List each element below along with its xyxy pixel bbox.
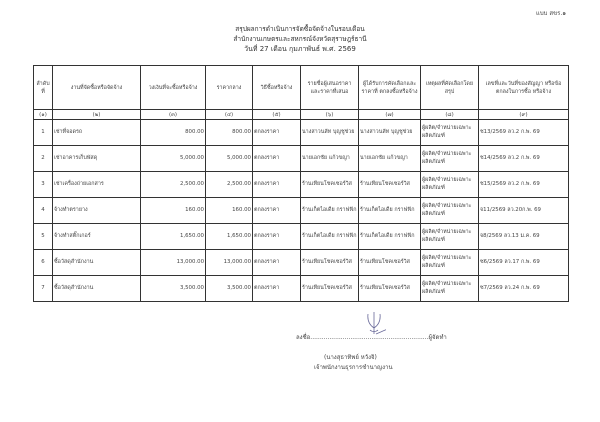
col-header-no: ลำดับที่ [34, 66, 53, 110]
cell-median: 160.00 [206, 198, 253, 224]
col-num: (๕) [253, 110, 301, 120]
cell-budget: 2,500.00 [141, 172, 206, 198]
cell-budget: 3,500.00 [141, 276, 206, 302]
cell-no: 6 [34, 250, 53, 276]
cell-item: ซื้อวัสดุสำนักงาน [53, 250, 141, 276]
cell-method: ตกลงราคา [253, 172, 301, 198]
cell-winner: ร้านเก็ตไอเดีย กราฟฟิก [359, 224, 421, 250]
cell-item: เช่าที่จอดรถ [53, 120, 141, 146]
col-num: (๖) [301, 110, 359, 120]
cell-contract: จ11/2569 ลว.20ก.พ. 69 [479, 198, 569, 224]
cell-budget: 160.00 [141, 198, 206, 224]
cell-contract: ซ6/2569 ลว.17 ก.พ. 69 [479, 250, 569, 276]
cell-contract: ช15/2569 ลว.2 ก.พ. 69 [479, 172, 569, 198]
cell-reason: ผู้ผลิต/จำหน่ายเฉพาะผลิตภัณฑ์ [421, 250, 479, 276]
cell-no: 3 [34, 172, 53, 198]
col-header-item: งานที่จัดซื้อหรือจัดจ้าง [53, 66, 141, 110]
cell-item: เช่าอาคารเก็บพัสดุ [53, 146, 141, 172]
cell-method: ตกลงราคา [253, 224, 301, 250]
col-num: (๗) [359, 110, 421, 120]
cell-budget: 13,000.00 [141, 250, 206, 276]
table-row [34, 224, 569, 250]
col-num: (๙) [479, 110, 569, 120]
col-num: (๔) [206, 110, 253, 120]
cell-no: 7 [34, 276, 53, 302]
col-header-method: วิธีซื้อหรือจ้าง [253, 66, 301, 110]
cell-bidder: ร้านเทียนโชคเซอร์วิส [301, 276, 359, 302]
cell-bidder: นางสาวนลัท บุญชูช่วย [301, 120, 359, 146]
col-num: (๑) [34, 110, 53, 120]
col-header-bidder: รายชื่อผู้เสนอราคา และราคาที่เสนอ [301, 66, 359, 110]
cell-contract: ซ7/2569 ลว.24 ก.พ. 69 [479, 276, 569, 302]
cell-item: จ้างทำตรายาง [53, 198, 141, 224]
col-header-winner: ผู้ได้รับการคัดเลือกและราคาที่ ตกลงซื้อหรือจ้าง [359, 66, 421, 110]
header-row [34, 66, 569, 110]
cell-winner: ร้านเทียนโชคเซอร์วิส [359, 276, 421, 302]
cell-reason: ผู้ผลิต/จำหน่ายเฉพาะผลิตภัณฑ์ [421, 224, 479, 250]
signature-line: ลงชื่อ..............................................................ผู้จัดทำ [296, 334, 447, 341]
procurement-table [33, 65, 569, 302]
table-row [34, 120, 569, 146]
col-header-contract: เลขที่และวันที่ของสัญญา หรือข้อตกลงในการซื้อ หรือจ้าง [479, 66, 569, 110]
col-header-median: ราคากลาง [206, 66, 253, 110]
cell-no: 4 [34, 198, 53, 224]
cell-median: 3,500.00 [206, 276, 253, 302]
cell-reason: ผู้ผลิต/จำหน่ายเฉพาะผลิตภัณฑ์ [421, 120, 479, 146]
cell-budget: 800.00 [141, 120, 206, 146]
cell-reason: ผู้ผลิต/จำหน่ายเฉพาะผลิตภัณฑ์ [421, 198, 479, 224]
table-row [34, 276, 569, 302]
cell-method: ตกลงราคา [253, 146, 301, 172]
table-row [34, 250, 569, 276]
cell-median: 1,650.00 [206, 224, 253, 250]
cell-method: ตกลงราคา [253, 276, 301, 302]
title-line-1: สรุปผลการดำเนินการจัดซื้อจัดจ้างในรอบเดือน [235, 25, 365, 33]
cell-median: 2,500.00 [206, 172, 253, 198]
col-header-budget: วงเงินที่จะซื้อหรือจ้าง [141, 66, 206, 110]
form-code: แบบ สขร.๑ [536, 10, 567, 17]
cell-contract: ช13/2569 ลว.2 ก.พ. 69 [479, 120, 569, 146]
signer-position: เจ้าพนักงานธุรการชำนาญงาน [314, 364, 393, 371]
cell-method: ตกลงราคา [253, 120, 301, 146]
cell-item: ซื้อวัสดุสำนักงาน [53, 276, 141, 302]
cell-winner: ร้านเทียนโชคเซอร์วิส [359, 172, 421, 198]
cell-no: 2 [34, 146, 53, 172]
title-line-3: วันที่ 27 เดือน กุมภาพันธ์ พ.ศ. 2569 [244, 45, 356, 53]
cell-contract: ช14/2569 ลว.2 ก.พ. 69 [479, 146, 569, 172]
cell-winner: นายเอกชัย แก้วขญา [359, 146, 421, 172]
cell-bidder: ร้านเทียนโชคเซอร์วิส [301, 172, 359, 198]
cell-median: 13,000.00 [206, 250, 253, 276]
cell-winner: นางสาวนลัท บุญชูช่วย [359, 120, 421, 146]
table-row [34, 146, 569, 172]
cell-median: 5,000.00 [206, 146, 253, 172]
cell-no: 1 [34, 120, 53, 146]
cell-bidder: ร้านเก็ตไอเดีย กราฟฟิก [301, 198, 359, 224]
table-row [34, 172, 569, 198]
title-line-2: สำนักงานเกษตรและสหกรณ์จังหวัดสุราษฎร์ธานี [233, 35, 367, 43]
cell-budget: 1,650.00 [141, 224, 206, 250]
column-number-row [34, 110, 569, 120]
cell-budget: 5,000.00 [141, 146, 206, 172]
cell-reason: ผู้ผลิต/จำหน่ายเฉพาะผลิตภัณฑ์ [421, 276, 479, 302]
cell-method: ตกลงราคา [253, 198, 301, 224]
cell-no: 5 [34, 224, 53, 250]
cell-contract: จ8/2569 ลว.13 ม.ค. 69 [479, 224, 569, 250]
cell-bidder: ร้านเทียนโชคเซอร์วิส [301, 250, 359, 276]
cell-method: ตกลงราคา [253, 250, 301, 276]
cell-reason: ผู้ผลิต/จำหน่ายเฉพาะผลิตภัณฑ์ [421, 146, 479, 172]
col-num: (๒) [53, 110, 141, 120]
cell-bidder: ร้านเก็ตไอเดีย กราฟฟิก [301, 224, 359, 250]
col-header-reason: เหตุผลที่คัดเลือกโดย สรุป [421, 66, 479, 110]
cell-bidder: นายเอกชัย แก้วขญา [301, 146, 359, 172]
cell-reason: ผู้ผลิต/จำหน่ายเฉพาะผลิตภัณฑ์ [421, 172, 479, 198]
col-num: (๘) [421, 110, 479, 120]
document-title [210, 24, 390, 54]
cell-winner: ร้านเทียนโชคเซอร์วิส [359, 250, 421, 276]
table-row [34, 198, 569, 224]
col-num: (๓) [141, 110, 206, 120]
signer-name: (นางสุธาทิพย์ หวังจิ) [324, 354, 377, 361]
cell-item: เช่าเครื่องถ่ายเอกสาร [53, 172, 141, 198]
cell-winner: ร้านเก็ตไอเดีย กราฟฟิก [359, 198, 421, 224]
cell-item: จ้างทำสติ๊กเกอร์ [53, 224, 141, 250]
cell-median: 800.00 [206, 120, 253, 146]
